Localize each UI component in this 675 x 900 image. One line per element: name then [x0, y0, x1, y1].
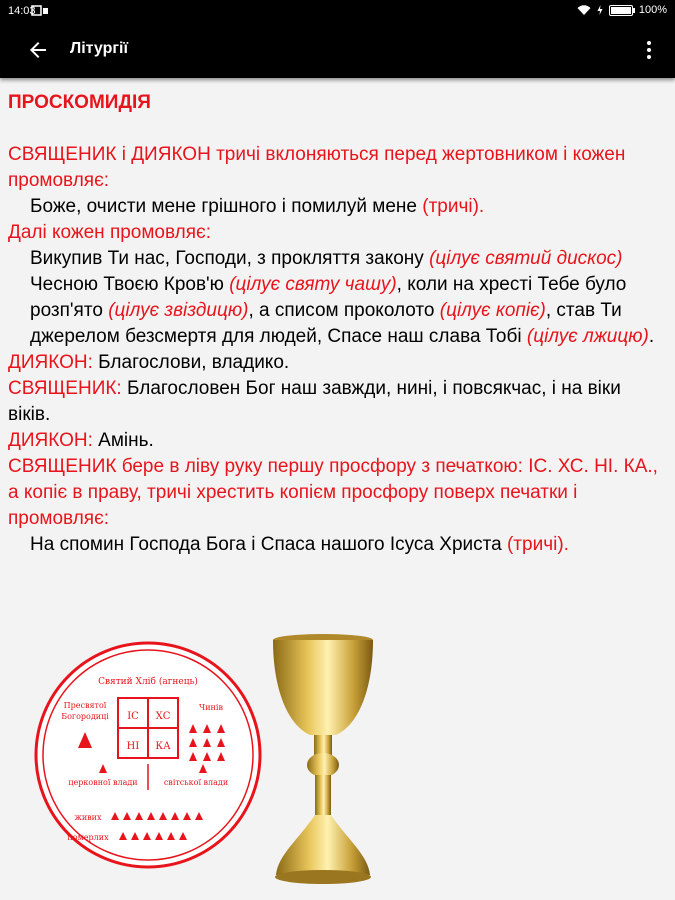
- prayer-3-text: На спомин Господа Бога і Спаса нашого Ісуса Христа: [30, 534, 502, 555]
- prayer-2-text-2: Чесною Твоєю Кров'ю: [30, 274, 224, 295]
- ranks-triangles: [189, 724, 225, 761]
- prayer-3: [8, 532, 668, 558]
- prayer-2-text-6: .: [648, 326, 655, 347]
- speaker-deacon-2: ДИЯКОН:: [8, 430, 93, 451]
- dialogue-1-text: Благослови, владико.: [98, 352, 290, 373]
- battery-icon: [609, 5, 633, 16]
- rubric-2: Далі кожен промовляє:: [8, 222, 212, 243]
- seal-label-theotokos-1: Пресвятої: [63, 701, 107, 710]
- status-time: 14:03: [8, 5, 36, 17]
- more-vert-icon[interactable]: [645, 38, 653, 62]
- liturgy-text: [8, 90, 668, 558]
- prayer-2-rubric-1: (цілує святий дискос): [429, 248, 623, 269]
- page-title: Літургії: [70, 40, 128, 57]
- speaker-priest: СВЯЩЕНИК:: [8, 378, 122, 399]
- speaker-deacon: ДИЯКОН:: [8, 352, 93, 373]
- seal-label-church: церковної влади: [68, 778, 138, 787]
- dialogue-2: [8, 376, 668, 428]
- battery-fill: [611, 7, 631, 14]
- seal-cell-xs: ХС: [155, 711, 171, 722]
- prayer-2-text-3: , коли на хресті Тебе було розп'ято: [30, 274, 627, 321]
- prayer-1-text: Боже, очисти мене грішного і помилуй мене: [30, 196, 417, 217]
- dialogue-2-text: Благословен Бог наш завжди, нині, і повсякчас, і на віки віків.: [8, 378, 621, 425]
- status-right: [577, 4, 667, 16]
- prayer-2-rubric-5: (цілує лжицю): [526, 326, 649, 347]
- seal-cell-ni: НІ: [126, 741, 140, 752]
- seal-label-lamb: Святий Хліб (агнець): [98, 677, 198, 687]
- dialogue-3: [8, 428, 668, 454]
- prayer-2-text-4: , а списом проколото: [248, 300, 435, 321]
- section-heading: ПРОСКОМИДІЯ: [8, 92, 151, 113]
- dialogue-3-text: Амінь.: [98, 430, 154, 451]
- prayer-2-rubric-4: (цілує копіє): [439, 300, 546, 321]
- seal-label-ranks: Чинів: [199, 703, 223, 712]
- status-bar: [0, 0, 675, 22]
- prayer-2: [8, 246, 668, 350]
- prayer-2-text-1: Викупив Ти нас, Господи, з прокляття закону: [30, 248, 424, 269]
- seal-cell-ka: КА: [155, 741, 171, 752]
- prayer-2-text-5: , став Ти джерелом безсмертя для людей, Спасе наш слава Тобі: [30, 300, 622, 347]
- rubric-1: СВЯЩЕНИК і ДИЯКОН тричі вклоняються перед жертовником і кожен промовляє:: [8, 144, 626, 191]
- seal-label-departed: померлих: [67, 833, 109, 842]
- prayer-1: [8, 194, 668, 220]
- wifi-icon: [577, 5, 591, 16]
- notification-icon: [31, 5, 49, 17]
- battery-percent: 100%: [638, 4, 667, 16]
- prayer-3-rubric: (тричі).: [506, 534, 569, 555]
- charging-icon: [597, 5, 603, 15]
- prayer-2-rubric-2: (цілує святу чашу): [229, 274, 397, 295]
- prosphora-seal-image: [33, 640, 263, 870]
- seal-label-secular: світської влади: [163, 778, 229, 787]
- app-bar: [0, 22, 675, 78]
- prayer-2-rubric-3: (цілує звіздицю): [108, 300, 249, 321]
- prayer-1-rubric: (тричі).: [422, 196, 485, 217]
- illustrations: [28, 630, 408, 900]
- rubric-3: СВЯЩЕНИК бере в ліву руку першу просфору з печаткою: ІС. ХС. НІ. КА., а копіє в праву, тричі хрестить копієм просфору поверх печатки і промовляє:: [8, 456, 658, 529]
- seal-cell-is: ІС: [127, 711, 139, 722]
- seal-label-living: живих: [74, 813, 102, 822]
- arrow-back-icon[interactable]: [26, 38, 50, 62]
- chalice-image: [268, 630, 378, 895]
- seal-label-theotokos-2: Богородиці: [61, 712, 109, 721]
- dialogue-1: [8, 350, 668, 376]
